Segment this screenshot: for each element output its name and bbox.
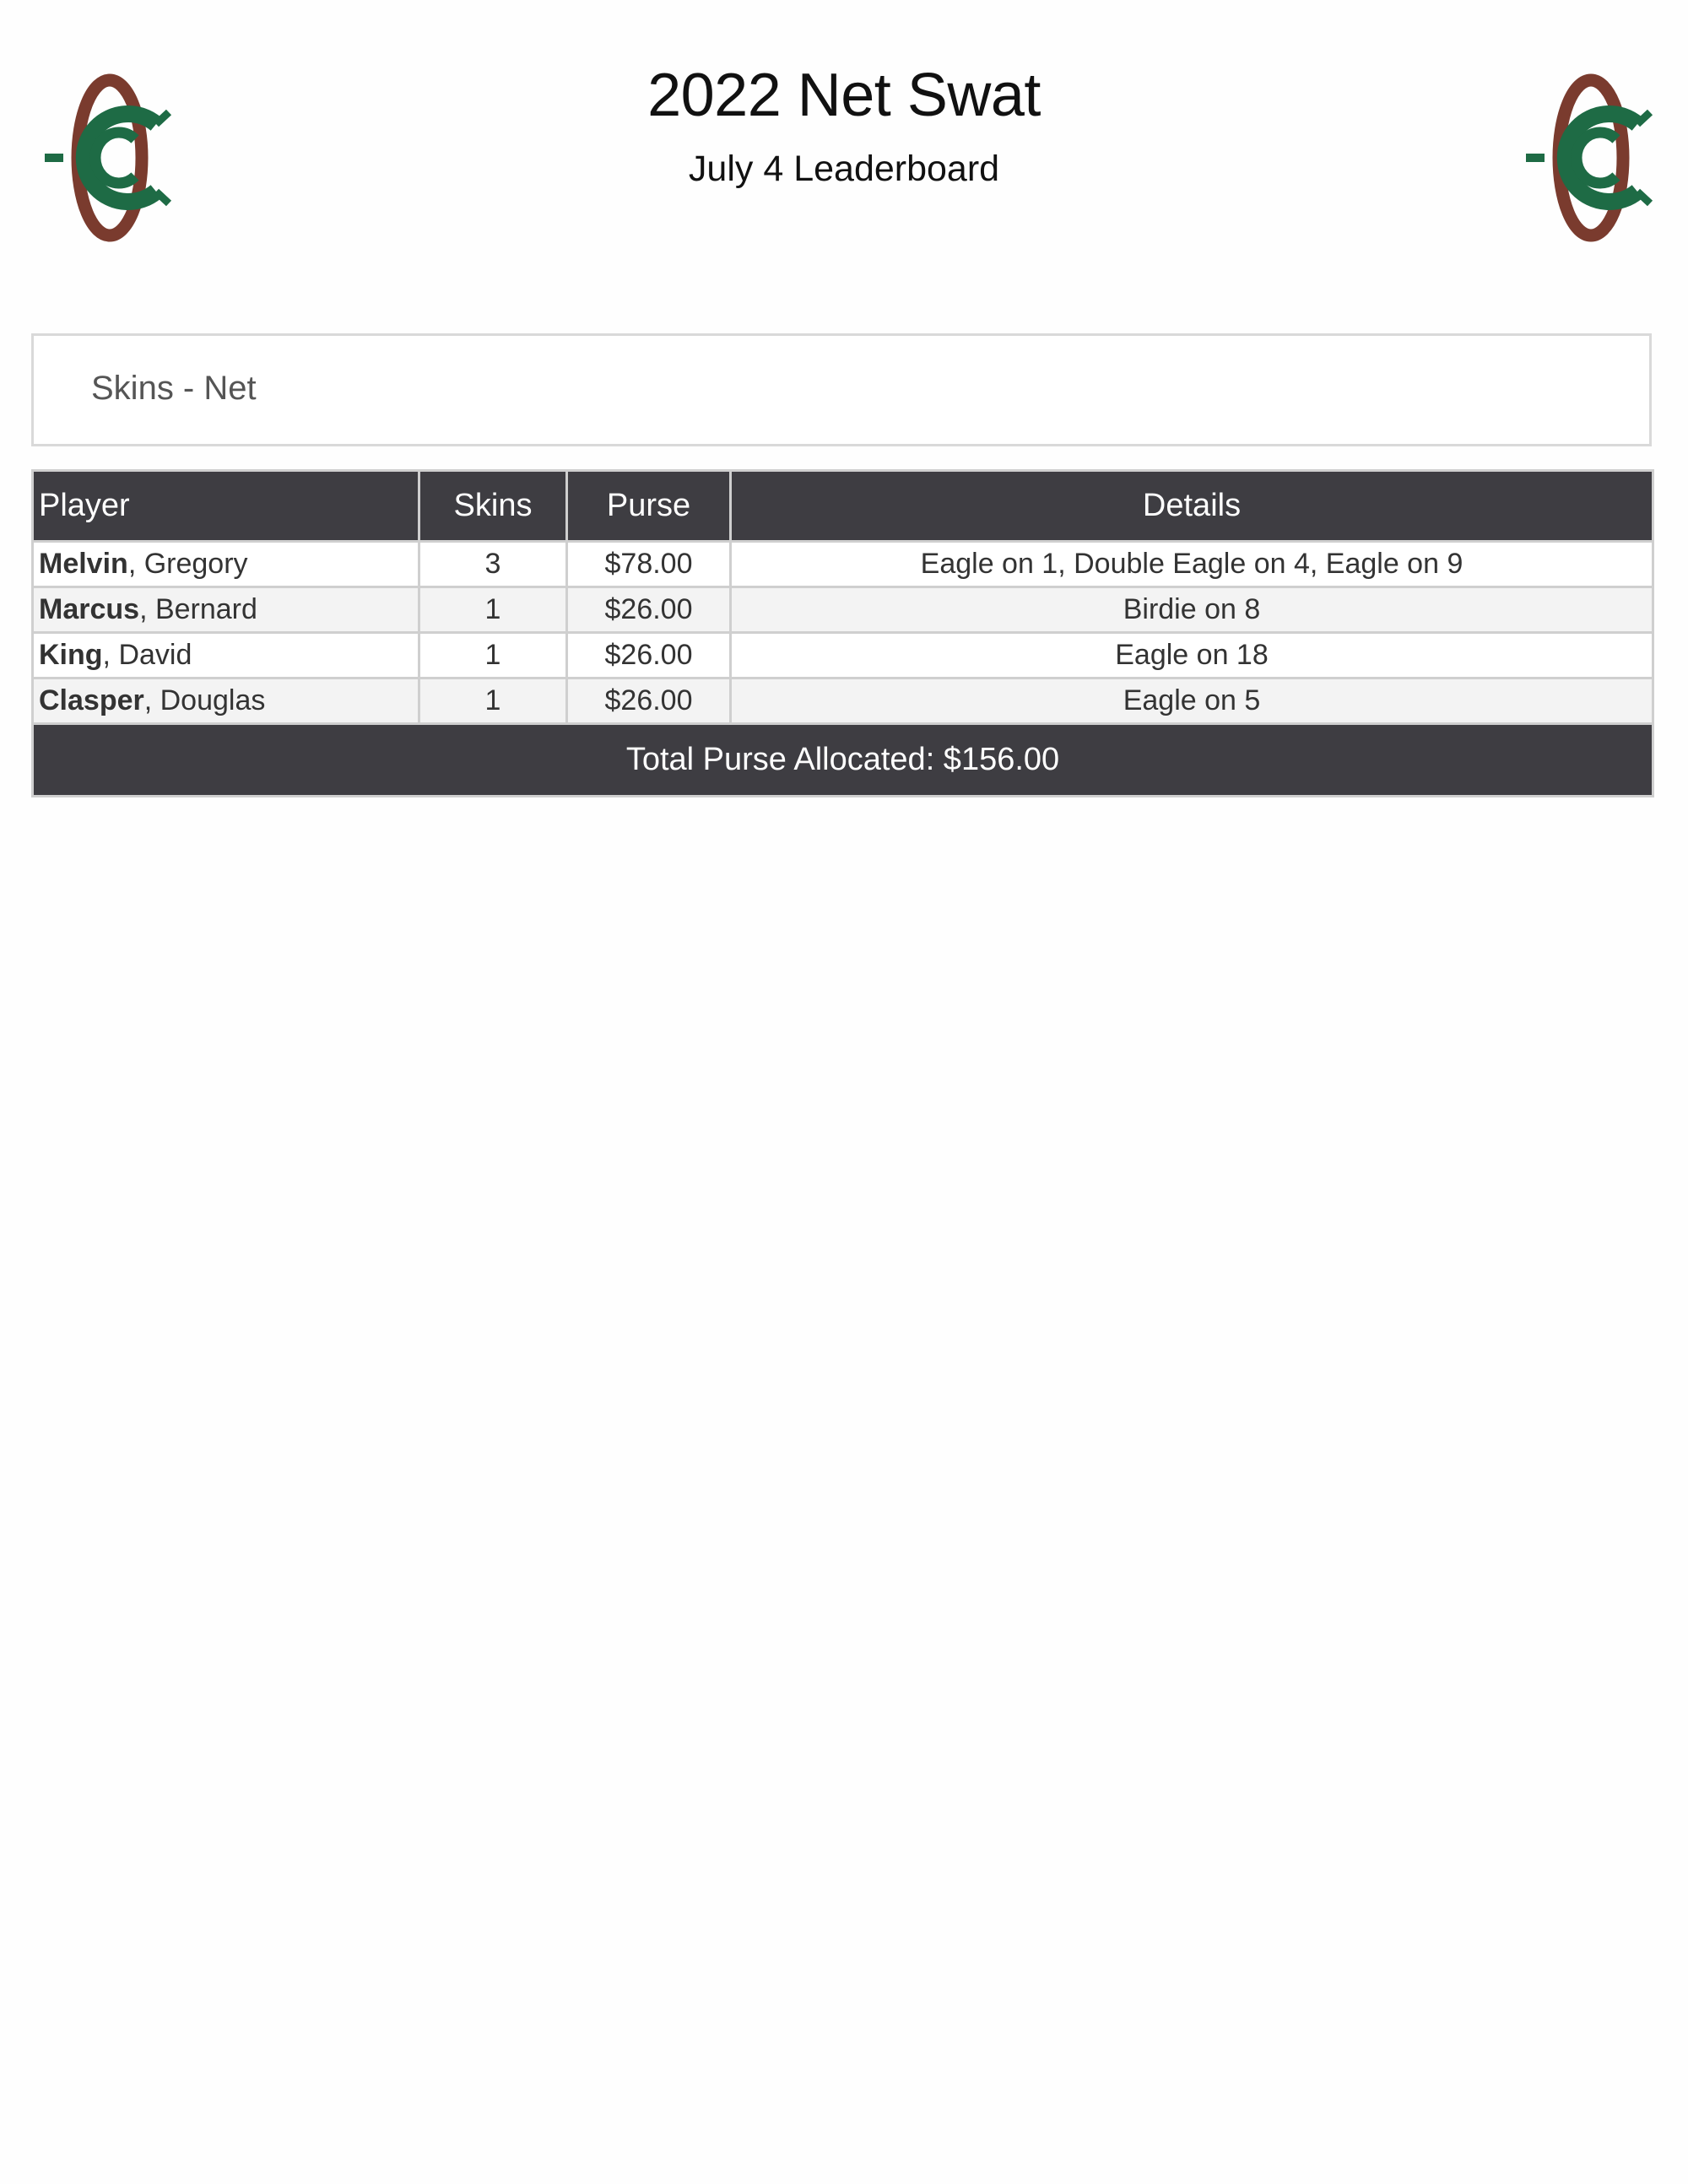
player-cell (33, 587, 419, 633)
section-header-box (31, 333, 1652, 446)
column-header-purse: Purse (567, 471, 731, 542)
page-header (0, 0, 1688, 270)
page-subtitle: July 4 Leaderboard (688, 149, 1000, 189)
table-footer-row (33, 724, 1653, 797)
player-first-name: , Douglas (143, 684, 266, 716)
column-header-player: Player (33, 471, 419, 542)
details-cell: Eagle on 5 (731, 678, 1653, 724)
table-header-row (33, 471, 1653, 542)
skins-cell: 3 (419, 542, 567, 587)
player-cell (33, 542, 419, 587)
details-cell: Eagle on 18 (731, 633, 1653, 678)
table-row (33, 678, 1653, 724)
page-title: 2022 Net Swat (647, 62, 1041, 129)
table-row (33, 587, 1653, 633)
player-first-name: , Gregory (127, 548, 248, 580)
purse-cell: $78.00 (567, 542, 731, 587)
club-monogram-logo-icon (1511, 63, 1667, 253)
details-cell: Birdie on 8 (731, 587, 1653, 633)
total-purse-allocated: Total Purse Allocated: $156.00 (33, 724, 1653, 797)
purse-cell: $26.00 (567, 633, 731, 678)
skins-cell: 1 (419, 678, 567, 724)
column-header-details: Details (731, 471, 1653, 542)
player-last-name: Clasper (39, 684, 144, 716)
player-last-name: Marcus (39, 593, 140, 625)
player-cell (33, 678, 419, 724)
player-first-name: , Bernard (139, 593, 257, 625)
player-cell (33, 633, 419, 678)
player-first-name: , David (102, 639, 192, 671)
purse-cell: $26.00 (567, 587, 731, 633)
details-cell: Eagle on 1, Double Eagle on 4, Eagle on 9 (731, 542, 1653, 587)
table-row (33, 633, 1653, 678)
leaderboard-table (31, 469, 1654, 797)
club-logo-right (1511, 63, 1667, 253)
table-row (33, 542, 1653, 587)
player-last-name: Melvin (39, 548, 128, 580)
purse-cell: $26.00 (567, 678, 731, 724)
section-title: Skins - Net (91, 370, 257, 407)
skins-cell: 1 (419, 587, 567, 633)
player-last-name: King (39, 639, 103, 671)
skins-cell: 1 (419, 633, 567, 678)
column-header-skins: Skins (419, 471, 567, 542)
